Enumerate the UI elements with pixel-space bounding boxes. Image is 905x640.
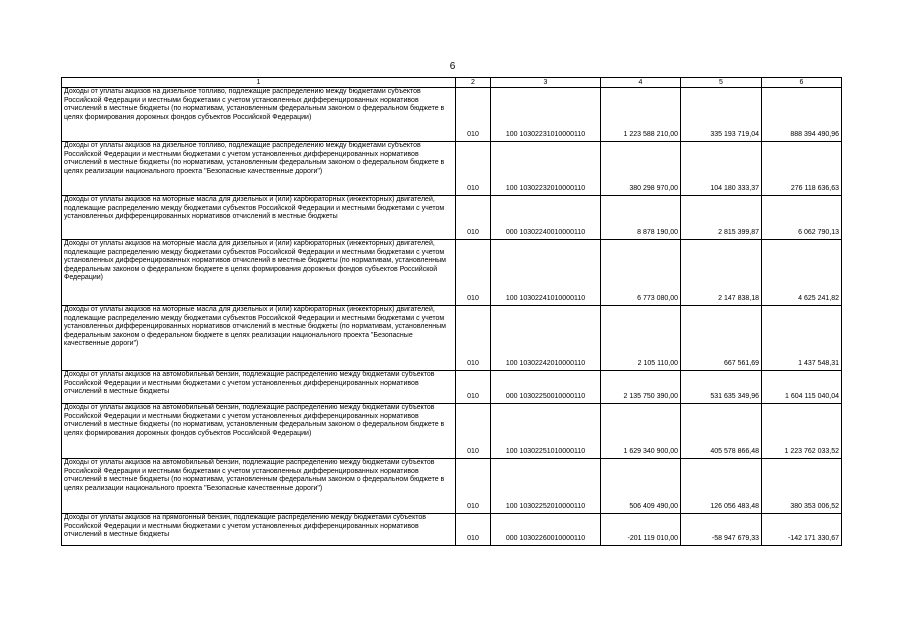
row-kbk: 000 10302240010000110 bbox=[491, 196, 601, 240]
row-kbk: 100 10302251010000110 bbox=[491, 404, 601, 459]
row-kbk: 100 10302252010000110 bbox=[491, 459, 601, 514]
row-value-5: 667 561,69 bbox=[681, 306, 762, 371]
row-kbk: 100 10302231010000110 bbox=[491, 88, 601, 142]
row-name: Доходы от уплаты акцизов на автомобильный бензин, подлежащие распределению между бюджетами субъектов Российской Федерации и местными бюджетами с учетом установленных дифференцированных нормативов отчислений в местные бюджеты bbox=[62, 371, 456, 404]
table-row bbox=[62, 404, 842, 459]
row-value-4: 380 298 970,00 bbox=[601, 142, 681, 196]
row-code: 010 bbox=[456, 459, 491, 514]
row-name: Доходы от уплаты акцизов на моторные масла для дизельных и (или) карбюраторных (инжекторных) двигателей, подлежащие распределению между бюджетами субъектов Российской Федерации и местными бюджетами с учетом установленных дифференцированных нормативов отчислений в местные бюджеты (по нормативам, установленным федеральным законом о федеральном бюджете в целях реализации национального проекта "Безопасные качественные дороги") bbox=[62, 306, 456, 371]
table-row bbox=[62, 88, 842, 142]
column-header-2: 2 bbox=[456, 78, 491, 88]
table-row bbox=[62, 306, 842, 371]
row-value-5: 335 193 719,04 bbox=[681, 88, 762, 142]
row-name: Доходы от уплаты акцизов на моторные масла для дизельных и (или) карбюраторных (инжекторных) двигателей, подлежащие распределению между бюджетами субъектов Российской Федерации и местными бюджетами с учетом установленных дифференцированных нормативов отчислений в местные бюджеты bbox=[62, 196, 456, 240]
row-name: Доходы от уплаты акцизов на дизельное топливо, подлежащие распределению между бюджетами субъектов Российской Федерации и местными бюджетами с учетом установленных дифференцированных нормативов отчислений в местные бюджеты (по нормативам, установленным федеральным законом о федеральном бюджете в целях формирования дорожных фондов субъектов Российской Федерации) bbox=[62, 88, 456, 142]
row-value-5: 531 635 349,96 bbox=[681, 371, 762, 404]
row-value-5: 2 815 399,87 bbox=[681, 196, 762, 240]
row-name: Доходы от уплаты акцизов на автомобильный бензин, подлежащие распределению между бюджетами субъектов Российской Федерации и местными бюджетами с учетом установленных дифференцированных нормативов отчислений в местные бюджеты (по нормативам, установленным федеральным законом о федеральном бюджете в целях реализации национального проекта "Безопасные качественные дороги") bbox=[62, 459, 456, 514]
column-header-5: 5 bbox=[681, 78, 762, 88]
row-value-6: 4 625 241,82 bbox=[762, 240, 842, 306]
row-kbk: 000 10302260010000110 bbox=[491, 514, 601, 546]
row-value-4: 2 135 750 390,00 bbox=[601, 371, 681, 404]
row-name: Доходы от уплаты акцизов на прямогонный бензин, подлежащие распределению между бюджетами субъектов Российской Федерации и местными бюджетами с учетом установленных дифференцированных нормативов отчислений в местные бюджеты bbox=[62, 514, 456, 546]
row-kbk: 100 10302242010000110 bbox=[491, 306, 601, 371]
row-code: 010 bbox=[456, 142, 491, 196]
row-value-4: 1 629 340 900,00 bbox=[601, 404, 681, 459]
row-name: Доходы от уплаты акцизов на моторные масла для дизельных и (или) карбюраторных (инжекторных) двигателей, подлежащие распределению между бюджетами субъектов Российской Федерации и местными бюджетами с учетом установленных дифференцированных нормативов отчислений в местные бюджеты (по нормативам, установленным федеральным законом о федеральном бюджете в целях формирования дорожных фондов субъектов Российской Федерации) bbox=[62, 240, 456, 306]
row-value-5: 2 147 838,18 bbox=[681, 240, 762, 306]
table-row bbox=[62, 514, 842, 546]
row-value-4: 506 409 490,00 bbox=[601, 459, 681, 514]
row-value-6: -142 171 330,67 bbox=[762, 514, 842, 546]
row-value-4: -201 119 010,00 bbox=[601, 514, 681, 546]
column-header-6: 6 bbox=[762, 78, 842, 88]
row-kbk: 100 10302241010000110 bbox=[491, 240, 601, 306]
row-value-6: 276 118 636,63 bbox=[762, 142, 842, 196]
row-code: 010 bbox=[456, 306, 491, 371]
row-code: 010 bbox=[456, 404, 491, 459]
column-header-1: 1 bbox=[62, 78, 456, 88]
table-row bbox=[62, 142, 842, 196]
row-code: 010 bbox=[456, 371, 491, 404]
row-value-6: 1 437 548,31 bbox=[762, 306, 842, 371]
row-value-4: 1 223 588 210,00 bbox=[601, 88, 681, 142]
table-row bbox=[62, 459, 842, 514]
row-value-5: 126 056 483,48 bbox=[681, 459, 762, 514]
table-header-row bbox=[62, 78, 842, 88]
row-code: 010 bbox=[456, 196, 491, 240]
row-code: 010 bbox=[456, 514, 491, 546]
row-name: Доходы от уплаты акцизов на автомобильный бензин, подлежащие распределению между бюджетами субъектов Российской Федерации и местными бюджетами с учетом установленных дифференцированных нормативов отчислений в местные бюджеты (по нормативам, установленным федеральным законом о федеральном бюджете в целях формирования дорожных фондов субъектов Российской Федерации) bbox=[62, 404, 456, 459]
row-kbk: 100 10302232010000110 bbox=[491, 142, 601, 196]
row-value-5: 405 578 866,48 bbox=[681, 404, 762, 459]
table-row bbox=[62, 240, 842, 306]
row-name: Доходы от уплаты акцизов на дизельное топливо, подлежащие распределению между бюджетами субъектов Российской Федерации и местными бюджетами с учетом установленных дифференцированных нормативов отчислений в местные бюджеты (по нормативам, установленным федеральным законом о федеральном бюджете в целях реализации национального проекта "Безопасные качественные дороги") bbox=[62, 142, 456, 196]
budget-table bbox=[61, 77, 842, 546]
page-number: 6 bbox=[449, 61, 456, 72]
row-code: 010 bbox=[456, 240, 491, 306]
row-kbk: 000 10302250010000110 bbox=[491, 371, 601, 404]
column-header-3: 3 bbox=[491, 78, 601, 88]
row-value-4: 8 878 190,00 bbox=[601, 196, 681, 240]
row-code: 010 bbox=[456, 88, 491, 142]
row-value-5: 104 180 333,37 bbox=[681, 142, 762, 196]
column-header-4: 4 bbox=[601, 78, 681, 88]
row-value-6: 6 062 790,13 bbox=[762, 196, 842, 240]
table-row bbox=[62, 371, 842, 404]
row-value-5: -58 947 679,33 bbox=[681, 514, 762, 546]
row-value-6: 380 353 006,52 bbox=[762, 459, 842, 514]
row-value-6: 888 394 490,96 bbox=[762, 88, 842, 142]
row-value-4: 2 105 110,00 bbox=[601, 306, 681, 371]
row-value-6: 1 223 762 033,52 bbox=[762, 404, 842, 459]
table-row bbox=[62, 196, 842, 240]
row-value-6: 1 604 115 040,04 bbox=[762, 371, 842, 404]
row-value-4: 6 773 080,00 bbox=[601, 240, 681, 306]
